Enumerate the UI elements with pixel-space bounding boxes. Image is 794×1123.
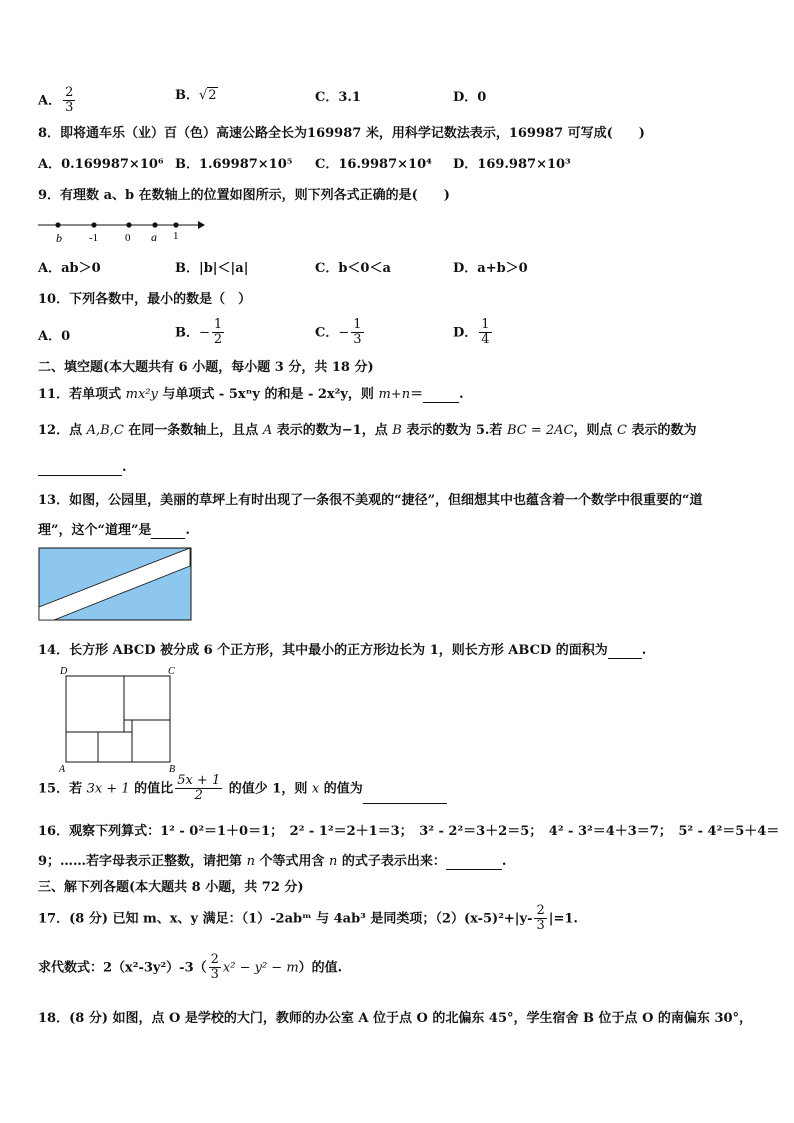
q8-option-a: A．0.169987×10⁶ [38, 157, 164, 172]
rectangle-squares-figure [56, 664, 182, 776]
label-d: D [60, 666, 68, 677]
axis-arrow [198, 221, 205, 229]
axis-label-a: a [151, 230, 157, 244]
q11-text: 11．若单项式 mx²y 与单项式 - 5xⁿy 的和是 - 2x²y，则 m+n＝ . [38, 387, 464, 402]
answer-blank[interactable] [608, 646, 642, 659]
q9-option-d: D．a+b＞0 [453, 261, 528, 276]
axis-label-one: 1 [173, 230, 179, 242]
lawn-shortcut-figure [38, 547, 194, 623]
q12-text: 12．点 A,B,C 在同一条数轴上，且点 A 表示的数为−1，点 B 表示的数为 5.若 BC = 2AC，则点 C 表示的数为 [38, 423, 697, 438]
fraction: $\frac{2}{3}$ [210, 952, 219, 983]
fraction: $\frac{5x + 1}{2}$ [177, 773, 221, 804]
q10-option-b: B．− $\frac{1}{2}$ [175, 317, 223, 348]
rectangle-abcd [66, 676, 170, 762]
point-zero [126, 222, 131, 227]
q7-option-c: C．3.1 [315, 90, 361, 105]
q8-option-b: B．1.69987×10⁵ [175, 157, 293, 172]
axis-label-b: b [56, 231, 62, 245]
axis-label-minus-one: -1 [89, 232, 99, 244]
q15-text: 15．若 3x + 1 的值比 $\frac{5x + 1}{2}$ 的值少 1，则 x 的值为 [38, 774, 447, 804]
q7-option-b: B．√2 [175, 88, 217, 103]
q17-condition: 17．(8 分) 已知 m、x、y 满足：（1）-2abᵐ 与 4ab³ 是同类项；（2）(x-5)²+|y- $\frac{2}{3}$ |=1. [38, 903, 578, 934]
answer-blank[interactable] [151, 526, 185, 539]
q9-option-b: B．|b|＜|a| [175, 261, 249, 276]
q13-line-2: 理”，这个“道理”是 . [38, 523, 190, 538]
q9-option-c: C．b＜0＜a [315, 261, 391, 276]
q17-expression: 求代数式：2（x²-3y²）-3（ $\frac{2}{3}$ x² − y² − m）的值. [38, 952, 343, 983]
fraction: $\frac{1}{2}$ [213, 317, 223, 348]
q18-text: 18．(8 分) 如图，点 O 是学校的大门，教师的办公室 A 位于点 O 的北偏东 45°，学生宿舍 B 位于点 O 的南偏东 30°， [38, 1011, 753, 1026]
fraction: $\frac{1}{3}$ [353, 317, 362, 348]
point-one [173, 222, 178, 227]
point-minus-one [91, 222, 96, 227]
q14-text: 14．长方形 ABCD 被分成 6 个正方形，其中最小的正方形边长为 1，则长方形 ABCD 的面积为 . [38, 643, 647, 658]
q10-stem: 10．下列各数中，最小的数是（ ） [38, 292, 252, 307]
number-line-figure [36, 214, 206, 246]
q10-option-c: C．− $\frac{1}{3}$ [315, 317, 362, 348]
q9-option-a: A．ab＞0 [38, 261, 101, 276]
fraction: $\frac{2}{3}$ [536, 903, 545, 934]
label-b: B [169, 764, 176, 775]
q8-stem: 8．即将通车乐（业）百（色）高速公路全长为169987 米，用科学记数法表示，169987 可写成( ) [38, 126, 645, 141]
answer-blank[interactable] [363, 791, 447, 804]
point-b [55, 222, 60, 227]
point-a [152, 222, 157, 227]
fraction: $\frac{2}{3}$ [65, 85, 74, 116]
q7-option-d: D．0 [453, 90, 487, 105]
section-heading-solve: 三、解下列各题(本大题共 8 小题，共 72 分) [38, 880, 304, 895]
answer-blank[interactable] [38, 463, 122, 476]
q8-option-d: D．169.987×10³ [453, 157, 571, 172]
q13-line-1: 13．如图，公园里，美丽的草坪上有时出现了一条很不美观的“捷径”，但细想其中也蕴含着一个数学中很重要的“道 [38, 493, 703, 508]
label-a: A [59, 764, 66, 775]
q10-option-d: D． $\frac{1}{4}$ [453, 317, 490, 348]
q16-line-2: 9；……若字母表示正整数，请把第 n 个等式用含 n 的式子表示出来： . [38, 854, 507, 869]
radical-sign: √ [199, 88, 208, 103]
q12-answer-line: . [38, 460, 127, 476]
axis-label-zero: 0 [125, 232, 131, 244]
answer-blank[interactable] [423, 390, 459, 403]
q8-option-c: C．16.9987×10⁴ [315, 157, 432, 172]
label-c: C [168, 666, 175, 677]
answer-blank[interactable] [446, 857, 502, 870]
q10-option-a: A．0 [38, 329, 71, 344]
q7-option-a: A． $\frac{2}{3}$ [38, 85, 74, 116]
section-heading-fill-in: 二、填空题(本大题共有 6 小题，每小题 3 分，共 18 分) [38, 360, 374, 375]
fraction: $\frac{1}{4}$ [481, 317, 490, 348]
q16-line-1: 16．观察下列算式：1² - 0²＝1＋0＝1； 2² - 1²＝2＋1＝3； 3² - 2²＝3＋2＝5； 4² - 3²＝4＋3＝7； 5² - 4²＝5＋4＝ [38, 824, 780, 839]
q9-stem: 9．有理数 a、b 在数轴上的位置如图所示，则下列各式正确的是( ) [38, 188, 450, 203]
